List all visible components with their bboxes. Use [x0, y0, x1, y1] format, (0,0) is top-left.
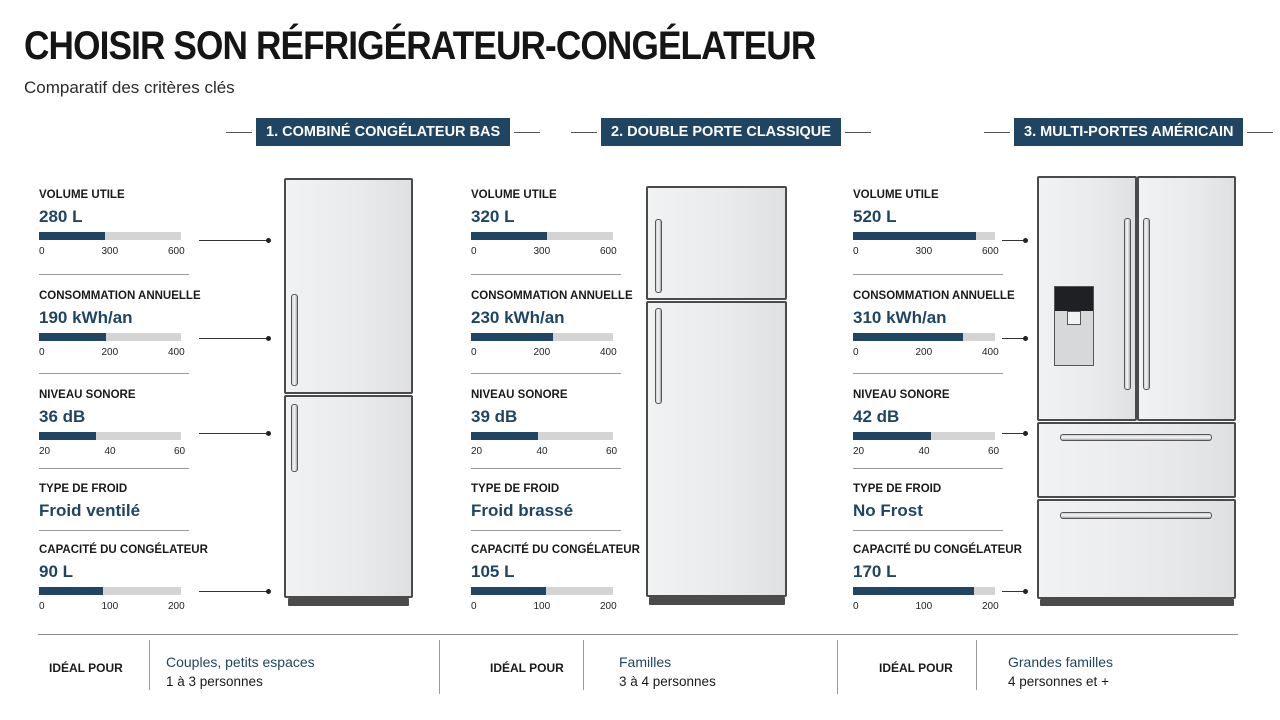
tick-min: 0: [471, 246, 477, 257]
spec-value: No Frost: [853, 501, 923, 520]
spec-ticks: [471, 601, 621, 613]
spec-divider: [471, 274, 621, 275]
spec-bar-fill: [471, 333, 553, 341]
spec-label: CONSOMMATION ANNUELLE: [853, 290, 1015, 302]
tick-max: 60: [606, 446, 618, 457]
tick-min: 0: [39, 347, 45, 358]
spec-bar: [39, 587, 181, 595]
door-handle: [655, 219, 662, 293]
spec-label: VOLUME UTILE: [471, 189, 557, 201]
spec-bar: [39, 432, 181, 440]
ideal-for-title: Couples, petits espaces: [166, 654, 315, 670]
footer-divider: [38, 634, 1238, 635]
spec-label: VOLUME UTILE: [39, 189, 125, 201]
spec-sound: [39, 389, 189, 458]
leader-dot: [1023, 238, 1028, 243]
leader-line: [199, 240, 269, 241]
spec-bar-fill: [39, 587, 103, 595]
spec-bar-fill: [471, 587, 546, 595]
spec-value: Froid brassé: [471, 501, 574, 520]
spec-value: 105 L: [471, 562, 515, 581]
leader-line: [199, 591, 269, 592]
spec-bar: [471, 333, 613, 341]
spec-bar-fill: [853, 587, 974, 595]
spec-ticks: [853, 601, 1003, 613]
tick-min: 0: [853, 347, 859, 358]
footer-vertical-divider: [976, 640, 977, 690]
fridge-right-door: [1137, 176, 1236, 421]
spec-bar: [853, 587, 995, 595]
spec-divider: [471, 468, 621, 469]
fridge-door: [646, 301, 787, 597]
spec-value: 310 kWh/an: [853, 308, 947, 327]
spec-label: CAPACITÉ DU CONGÉLATEUR: [471, 544, 640, 556]
spec-label: NIVEAU SONORE: [853, 389, 950, 401]
tick-min: 20: [39, 446, 51, 457]
drawer-handle: [1060, 512, 1212, 519]
header-rule: [226, 132, 252, 133]
freezer-door: [646, 186, 787, 300]
tick-min: 0: [39, 601, 45, 612]
spec-sound: [853, 389, 1003, 458]
header-rule: [1247, 132, 1273, 133]
spec-bar-fill: [853, 432, 931, 440]
column-title-2: 2. DOUBLE PORTE CLASSIQUE: [601, 118, 841, 146]
spec-label: CAPACITÉ DU CONGÉLATEUR: [39, 544, 208, 556]
tick-min: 0: [39, 246, 45, 257]
header-rule: [514, 132, 540, 133]
leader-line: [199, 338, 269, 339]
tick-min: 20: [471, 446, 483, 457]
ideal-for-detail: 3 à 4 personnes: [619, 674, 716, 689]
tick-mid: 300: [915, 246, 933, 257]
spec-divider: [39, 373, 189, 374]
spec-label: TYPE DE FROID: [853, 483, 942, 495]
leader-dot: [266, 238, 271, 243]
ideal-for-title: Familles: [619, 654, 672, 670]
spec-label: CAPACITÉ DU CONGÉLATEUR: [853, 544, 1022, 556]
column-header-2: [571, 118, 871, 146]
spec-bar: [39, 232, 181, 240]
tick-mid: 100: [533, 601, 551, 612]
spec-freezer: [853, 544, 1022, 613]
tick-max: 600: [600, 246, 617, 257]
dispenser-display: [1055, 287, 1093, 311]
tick-max: 600: [168, 246, 185, 257]
leader-line: [1002, 591, 1026, 592]
page-title: CHOISIR SON RÉFRIGÉRATEUR-CONGÉLATEUR: [24, 24, 816, 68]
spec-ticks: [853, 347, 1003, 359]
fridge-base: [288, 598, 409, 606]
tick-min: 0: [853, 601, 859, 612]
spec-divider: [853, 274, 1003, 275]
footer-vertical-divider: [149, 640, 150, 690]
spec-ticks: [39, 347, 189, 359]
door-handle: [291, 404, 298, 472]
spec-value: Froid ventilé: [39, 501, 141, 520]
spec-consumption: [853, 290, 1015, 359]
fridge-base: [1040, 599, 1234, 606]
tick-mid: 40: [104, 446, 116, 457]
leader-dot: [1023, 336, 1028, 341]
spec-divider: [853, 373, 1003, 374]
spec-volume: [853, 189, 1003, 258]
spec-divider: [471, 530, 621, 531]
water-dispenser: [1054, 286, 1094, 366]
spec-bar: [853, 432, 995, 440]
leader-line: [1002, 433, 1026, 434]
leader-dot: [1023, 589, 1028, 594]
fridge-base: [649, 597, 785, 605]
leader-dot: [266, 589, 271, 594]
tick-min: 0: [471, 347, 477, 358]
drawer-handle: [1060, 434, 1212, 441]
header-rule: [845, 132, 871, 133]
spec-bar: [471, 232, 613, 240]
spec-label: CONSOMMATION ANNUELLE: [471, 290, 633, 302]
ideal-for-detail: 4 personnes et +: [1008, 674, 1109, 689]
spec-value: 42 dB: [853, 407, 900, 426]
tick-mid: 100: [915, 601, 933, 612]
spec-label: CONSOMMATION ANNUELLE: [39, 290, 201, 302]
spec-divider: [853, 468, 1003, 469]
door-handle: [1124, 218, 1131, 390]
freezer-door: [284, 395, 413, 598]
spec-ticks: [853, 246, 1003, 258]
leader-line: [199, 433, 269, 434]
column-header-3: [984, 118, 1273, 146]
tick-max: 200: [600, 601, 617, 612]
spec-bar: [471, 587, 613, 595]
leader-line: [1002, 240, 1026, 241]
spec-value: 320 L: [471, 207, 515, 226]
leader-dot: [266, 336, 271, 341]
spec-ticks: [39, 446, 189, 458]
tick-max: 60: [988, 446, 1000, 457]
column-header-1: [226, 118, 540, 146]
spec-divider: [39, 468, 189, 469]
footer-column-divider: [837, 640, 838, 694]
ideal-for-label: IDÉAL POUR: [879, 661, 953, 675]
spec-ticks: [39, 246, 189, 258]
fridge-door: [284, 178, 413, 394]
tick-mid: 200: [915, 347, 933, 358]
leader-line: [1002, 338, 1026, 339]
tick-mid: 300: [101, 246, 119, 257]
spec-bar: [853, 333, 995, 341]
door-handle: [1143, 218, 1150, 390]
tick-max: 200: [168, 601, 185, 612]
tick-min: 0: [853, 246, 859, 257]
spec-ticks: [853, 446, 1003, 458]
tick-min: 0: [471, 601, 477, 612]
spec-volume: [471, 189, 621, 258]
spec-divider: [471, 373, 621, 374]
spec-value: 520 L: [853, 207, 897, 226]
spec-value: 280 L: [39, 207, 83, 226]
tick-min: 20: [853, 446, 865, 457]
spec-ticks: [39, 601, 189, 613]
tick-mid: 200: [533, 347, 551, 358]
dispenser-nozzle: [1067, 311, 1081, 325]
spec-volume: [39, 189, 189, 258]
ideal-for-title: Grandes familles: [1008, 654, 1114, 670]
spec-bar-fill: [39, 333, 106, 341]
spec-divider: [853, 530, 1003, 531]
header-rule: [984, 132, 1010, 133]
page-subtitle: Comparatif des critères clés: [24, 78, 235, 97]
spec-value: 36 dB: [39, 407, 86, 426]
ideal-for-label: IDÉAL POUR: [49, 661, 123, 675]
tick-max: 600: [982, 246, 999, 257]
door-handle: [655, 308, 662, 404]
spec-value: 170 L: [853, 562, 897, 581]
spec-consumption: [39, 290, 201, 359]
tick-max: 400: [168, 347, 185, 358]
tick-max: 400: [600, 347, 617, 358]
spec-bar-fill: [39, 432, 96, 440]
ideal-for-label: IDÉAL POUR: [490, 661, 564, 675]
column-title-3: 3. MULTI-PORTES AMÉRICAIN: [1014, 118, 1243, 146]
spec-cold-type: [853, 483, 1003, 521]
fridge-double-door-illustration: [646, 186, 788, 606]
spec-label: NIVEAU SONORE: [471, 389, 568, 401]
spec-value: 190 kWh/an: [39, 308, 133, 327]
spec-bar-fill: [471, 232, 547, 240]
spec-ticks: [471, 446, 621, 458]
tick-mid: 300: [533, 246, 551, 257]
leader-dot: [266, 431, 271, 436]
spec-value: 230 kWh/an: [471, 308, 565, 327]
spec-consumption: [471, 290, 633, 359]
tick-mid: 200: [101, 347, 119, 358]
spec-divider: [39, 530, 189, 531]
spec-sound: [471, 389, 621, 458]
tick-mid: 100: [101, 601, 119, 612]
tick-mid: 40: [536, 446, 548, 457]
spec-label: TYPE DE FROID: [471, 483, 560, 495]
spec-bar-fill: [853, 232, 976, 240]
door-handle: [291, 294, 298, 386]
spec-bar: [39, 333, 181, 341]
footer-column-divider: [439, 640, 440, 694]
spec-bar: [471, 432, 613, 440]
spec-bar: [853, 232, 995, 240]
ideal-for-detail: 1 à 3 personnes: [166, 674, 263, 689]
footer-vertical-divider: [583, 640, 584, 690]
spec-ticks: [471, 347, 621, 359]
tick-max: 60: [174, 446, 186, 457]
spec-value: 90 L: [39, 562, 74, 581]
spec-value: 39 dB: [471, 407, 518, 426]
spec-label: TYPE DE FROID: [39, 483, 128, 495]
spec-label: NIVEAU SONORE: [39, 389, 136, 401]
tick-mid: 40: [918, 446, 930, 457]
leader-dot: [1023, 431, 1028, 436]
tick-max: 200: [982, 601, 999, 612]
spec-cold-type: [39, 483, 189, 521]
spec-freezer: [471, 544, 640, 613]
spec-cold-type: [471, 483, 621, 521]
spec-divider: [39, 274, 189, 275]
spec-freezer: [39, 544, 208, 613]
column-title-1: 1. COMBINÉ CONGÉLATEUR BAS: [256, 118, 510, 146]
spec-bar-fill: [471, 432, 538, 440]
fridge-bottom-freezer-illustration: [284, 178, 414, 608]
header-rule: [571, 132, 597, 133]
tick-max: 400: [982, 347, 999, 358]
spec-bar-fill: [853, 333, 963, 341]
spec-label: VOLUME UTILE: [853, 189, 939, 201]
spec-ticks: [471, 246, 621, 258]
spec-bar-fill: [39, 232, 105, 240]
fridge-american-illustration: [1037, 176, 1237, 608]
